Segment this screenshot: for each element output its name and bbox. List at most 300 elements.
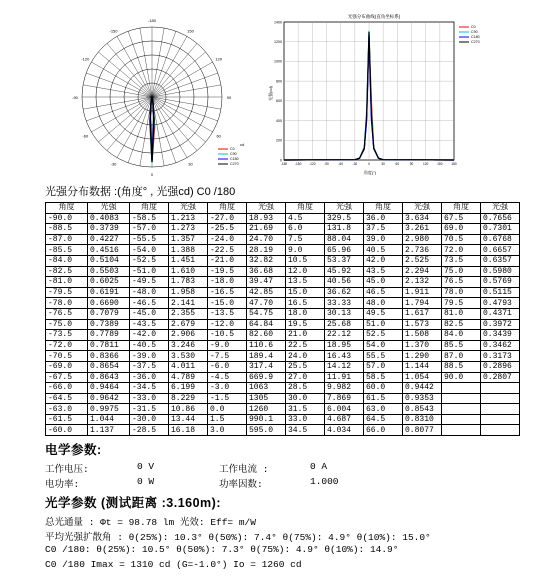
table-cell: -22.5 — [208, 245, 247, 256]
table-cell: 69.0 — [442, 224, 481, 235]
table-cell: 1.137 — [88, 425, 130, 436]
table-cell: 1.573 — [403, 319, 442, 330]
table-cell — [442, 414, 481, 425]
table-cell: -82.5 — [46, 266, 88, 277]
table-cell: 10.86 — [169, 404, 208, 415]
table-cell: 57.0 — [364, 361, 403, 372]
table-cell — [442, 404, 481, 415]
table-cell: 0.5769 — [481, 277, 520, 288]
power-factor-value: 1.000 — [310, 476, 339, 487]
table-cell: 0.6025 — [88, 277, 130, 288]
table-cell: 0.3439 — [481, 330, 520, 341]
table-cell: 64.5 — [364, 414, 403, 425]
table-cell: -66.0 — [46, 383, 88, 394]
x-tick-label: 0 — [368, 162, 370, 166]
table-header-cell: 角度 — [46, 203, 88, 214]
table-cell: -7.5 — [208, 351, 247, 362]
table-row — [46, 266, 520, 277]
polar-legend-title: cd — [240, 142, 245, 147]
y-axis-label: 光强(cd) — [268, 86, 273, 101]
table-cell: 55.5 — [364, 351, 403, 362]
table-cell: -52.5 — [130, 255, 169, 266]
legend-label: C90 — [471, 30, 478, 34]
table-cell: 54.0 — [364, 340, 403, 351]
legend-label: C0 — [471, 25, 476, 29]
polar-legend-label: C0 — [230, 147, 235, 151]
table-row — [46, 298, 520, 309]
table-cell: -54.0 — [130, 245, 169, 256]
table-cell: 0.4083 — [88, 213, 130, 224]
polar-legend-label: C90 — [230, 152, 237, 156]
table-cell: 1.783 — [169, 277, 208, 288]
table-header-cell: 光强 — [247, 203, 286, 214]
table-cell: -57.0 — [130, 224, 169, 235]
table-header-cell: 光强 — [481, 203, 520, 214]
table-row — [46, 319, 520, 330]
table-cell: 0.7656 — [481, 213, 520, 224]
table-cell: 0.6768 — [481, 234, 520, 245]
table-cell: 2.736 — [403, 245, 442, 256]
y-tick-label: 1200 — [274, 40, 282, 45]
table-row — [46, 245, 520, 256]
table-cell — [481, 393, 520, 404]
table-cell: 1.054 — [403, 372, 442, 383]
table-row — [46, 414, 520, 425]
table-cell: 27.0 — [286, 372, 325, 383]
table-cell: 36.68 — [247, 266, 286, 277]
table-row — [46, 361, 520, 372]
table-cell: 43.5 — [364, 266, 403, 277]
table-cell: -63.0 — [46, 404, 88, 415]
table-cell: -45.0 — [130, 308, 169, 319]
table-cell: -19.5 — [208, 266, 247, 277]
table-cell: 4.034 — [325, 425, 364, 436]
table-cell: 0.6690 — [88, 298, 130, 309]
x-tick-label: -60 — [338, 162, 343, 166]
table-cell: 25.5 — [286, 361, 325, 372]
table-cell: 31.5 — [286, 404, 325, 415]
electrical-title: 电学参数: — [45, 443, 102, 457]
table-cell: -36.0 — [130, 372, 169, 383]
table-header-row — [46, 203, 520, 214]
table-row — [46, 393, 520, 404]
current-label: 工作电流 : — [219, 464, 269, 475]
table-cell: -9.0 — [208, 340, 247, 351]
table-cell: 595.0 — [247, 425, 286, 436]
table-header-cell: 光强 — [169, 203, 208, 214]
table-cell: -4.5 — [208, 372, 247, 383]
table-cell: 58.5 — [364, 372, 403, 383]
table-cell: 51.0 — [364, 319, 403, 330]
table-cell: 0.9975 — [88, 404, 130, 415]
table-cell: 18.95 — [325, 340, 364, 351]
table-cell: 2.679 — [169, 319, 208, 330]
table-cell: 79.5 — [442, 298, 481, 309]
table-cell: -72.0 — [46, 340, 88, 351]
table-cell: -84.0 — [46, 255, 88, 266]
y-tick-labels — [274, 20, 282, 162]
table-cell: 46.5 — [364, 287, 403, 298]
table-cell: -87.0 — [46, 234, 88, 245]
table-cell — [481, 383, 520, 394]
polar-legend-label: C180 — [230, 157, 239, 161]
table-cell: -21.0 — [208, 255, 247, 266]
table-cell: 1.958 — [169, 287, 208, 298]
table-cell: 1.044 — [88, 414, 130, 425]
table-cell: 70.5 — [442, 234, 481, 245]
x-tick-label: 120 — [423, 162, 429, 166]
table-row — [46, 372, 520, 383]
table-cell: 37.5 — [364, 224, 403, 235]
table-cell: 14.12 — [325, 361, 364, 372]
table-cell: 0.0 — [208, 404, 247, 415]
flux-line: 总光通量 : Φt = 98.78 lm 光效: Eff= m/W — [45, 517, 256, 528]
table-cell: 47.70 — [247, 298, 286, 309]
table-cell: 1063 — [247, 383, 286, 394]
table-cell: 0.9642 — [88, 393, 130, 404]
table-cell: -73.5 — [46, 330, 88, 341]
table-row — [46, 351, 520, 362]
table-cell: 0.2807 — [481, 372, 520, 383]
table-cell — [481, 425, 520, 436]
y-tick-label: 200 — [276, 138, 282, 143]
table-cell: 2.132 — [403, 277, 442, 288]
table-cell: 4.687 — [325, 414, 364, 425]
table-cell: -40.5 — [130, 340, 169, 351]
table-cell: 73.5 — [442, 255, 481, 266]
table-cell: 78.0 — [442, 287, 481, 298]
table-cell: -69.0 — [46, 361, 88, 372]
table-cell: 0.3972 — [481, 319, 520, 330]
table-cell: 25.68 — [325, 319, 364, 330]
table-header-cell: 角度 — [442, 203, 481, 214]
table-cell: 36.0 — [364, 213, 403, 224]
table-cell: 18.93 — [247, 213, 286, 224]
table-cell: 3.246 — [169, 340, 208, 351]
distribution-title: 光强分布数据 :(角度° , 光强cd) C0 /180 — [45, 186, 236, 198]
table-cell: 22.12 — [325, 330, 364, 341]
table-cell: 8.229 — [169, 393, 208, 404]
table-cell: -75.0 — [46, 319, 88, 330]
x-tick-labels — [281, 162, 457, 166]
polar-angle-label: -30 — [110, 161, 117, 167]
polar-angle-label: 90 — [226, 95, 232, 100]
table-cell: 16.43 — [325, 351, 364, 362]
table-cell: -3.0 — [208, 383, 247, 394]
table-cell: 9.982 — [325, 383, 364, 394]
table-cell: -28.5 — [130, 425, 169, 436]
table-row — [46, 308, 520, 319]
table-cell: -30.0 — [130, 414, 169, 425]
table-cell: 90.0 — [442, 372, 481, 383]
table-cell: 42.85 — [247, 287, 286, 298]
x-tick-label: -150 — [294, 162, 302, 166]
table-cell: 1.617 — [403, 308, 442, 319]
table-cell: -70.5 — [46, 351, 88, 362]
voltage-label: 工作电压: — [45, 464, 89, 475]
table-cell: 2.525 — [403, 255, 442, 266]
y-tick-label: 600 — [276, 99, 282, 104]
table-cell: -61.5 — [46, 414, 88, 425]
table-cell: 32.82 — [247, 255, 286, 266]
table-cell: 45.92 — [325, 266, 364, 277]
polar-angle-label: 0 — [150, 172, 154, 177]
table-cell: 1.213 — [169, 213, 208, 224]
current-value: 0 A — [310, 461, 328, 472]
table-cell: 1.451 — [169, 255, 208, 266]
table-cell — [442, 383, 481, 394]
table-cell: -31.5 — [130, 404, 169, 415]
table-row — [46, 425, 520, 436]
table-cell: 24.0 — [286, 351, 325, 362]
polar-angle-label: 60 — [216, 133, 221, 139]
polar-angle-label: -180 — [147, 18, 157, 23]
table-cell: -33.0 — [130, 393, 169, 404]
table-cell: -78.0 — [46, 298, 88, 309]
table-cell: 18.0 — [286, 308, 325, 319]
polar-angle-label: 30 — [188, 161, 193, 167]
table-row — [46, 224, 520, 235]
table-cell: 189.4 — [247, 351, 286, 362]
table-cell: -34.5 — [130, 383, 169, 394]
table-cell: -90.0 — [46, 213, 88, 224]
imax-line: C0 /180 Imax = 1310 cd (G=-1.0°) Io = 1260 cd — [45, 559, 302, 570]
table-cell: 0.7389 — [88, 319, 130, 330]
table-cell: 36.62 — [325, 287, 364, 298]
x-tick-label: 30 — [381, 162, 385, 166]
table-cell: 6.199 — [169, 383, 208, 394]
table-cell: 0.5115 — [481, 287, 520, 298]
table-cell: 0.8077 — [403, 425, 442, 436]
table-cell: 2.141 — [169, 298, 208, 309]
table-cell: 1.794 — [403, 298, 442, 309]
table-cell: 1.508 — [403, 330, 442, 341]
x-tick-label: 60 — [395, 162, 400, 166]
table-cell: 0.7301 — [481, 224, 520, 235]
table-header-cell: 光强 — [88, 203, 130, 214]
table-cell: 1.388 — [169, 245, 208, 256]
table-cell: 0.8643 — [88, 372, 130, 383]
x-axis-label: 角度(°) — [363, 170, 377, 175]
table-cell: -27.0 — [208, 213, 247, 224]
table-cell: 24.70 — [247, 234, 286, 245]
x-tick-label: -120 — [309, 162, 316, 166]
table-cell: -15.0 — [208, 298, 247, 309]
table-cell: 0.5104 — [88, 255, 130, 266]
y-tick-label: 0 — [280, 158, 282, 163]
table-cell: 0.6357 — [481, 255, 520, 266]
table-cell: 39.47 — [247, 277, 286, 288]
table-cell: 75.0 — [442, 266, 481, 277]
table-cell: -43.5 — [130, 319, 169, 330]
table-cell: 22.5 — [286, 340, 325, 351]
distribution-table — [45, 202, 520, 436]
table-cell: 0.3173 — [481, 351, 520, 362]
table-cell: 15.0 — [286, 287, 325, 298]
table-cell: 4.011 — [169, 361, 208, 372]
legend-label: C270 — [471, 40, 480, 44]
table-cell: 13.5 — [286, 277, 325, 288]
table-cell: -76.5 — [46, 308, 88, 319]
table-cell: -10.5 — [208, 330, 247, 341]
table-cell: 1.370 — [403, 340, 442, 351]
x-tick-label: 90 — [409, 162, 414, 166]
table-cell: 16.5 — [286, 298, 325, 309]
table-cell: -13.5 — [208, 308, 247, 319]
polar-angle-label: -120 — [81, 56, 90, 62]
x-tick-label: -180 — [280, 162, 288, 166]
polar-angle-label: -60 — [82, 133, 89, 139]
table-cell: 40.5 — [364, 245, 403, 256]
table-cell: 0.6191 — [88, 287, 130, 298]
table-cell: -39.0 — [130, 351, 169, 362]
table-cell: 2.294 — [403, 266, 442, 277]
table-cell: 131.8 — [325, 224, 364, 235]
table-cell: -55.5 — [130, 234, 169, 245]
table-cell: 13.44 — [169, 414, 208, 425]
table-cell: -1.5 — [208, 393, 247, 404]
x-tick-label: -30 — [352, 162, 358, 166]
table-row — [46, 277, 520, 288]
table-cell: 0.6657 — [481, 245, 520, 256]
table-cell: 7.869 — [325, 393, 364, 404]
table-cell: 0.4793 — [481, 298, 520, 309]
table-cell: 28.19 — [247, 245, 286, 256]
table-cell: 0.7079 — [88, 308, 130, 319]
table-cell: 9.0 — [286, 245, 325, 256]
table-cell: 21.0 — [286, 330, 325, 341]
table-cell: 0.9464 — [88, 383, 130, 394]
table-cell: 0.7811 — [88, 340, 130, 351]
table-cell: -81.0 — [46, 277, 88, 288]
c0-beam-line: C0 /180: θ(25%): 10.5° θ(50%): 7.3° θ(75%): 4.9° θ(10%): 14.9° — [45, 544, 399, 555]
table-cell: 64.84 — [247, 319, 286, 330]
table-cell: 12.0 — [286, 266, 325, 277]
table-cell: 81.0 — [442, 308, 481, 319]
power-label: 电功率: — [45, 479, 80, 490]
table-header-cell: 角度 — [286, 203, 325, 214]
table-header-cell: 角度 — [130, 203, 169, 214]
table-cell: -88.5 — [46, 224, 88, 235]
table-cell: 329.5 — [325, 213, 364, 224]
table-cell: 72.0 — [442, 245, 481, 256]
table-cell: 0.3739 — [88, 224, 130, 235]
table-cell: 1.144 — [403, 361, 442, 372]
table-cell: 84.0 — [442, 330, 481, 341]
x-tick-label: 180 — [451, 162, 457, 166]
table-cell: 21.69 — [247, 224, 286, 235]
table-cell: 39.0 — [364, 234, 403, 245]
table-cell: -46.5 — [130, 298, 169, 309]
table-cell: 33.33 — [325, 298, 364, 309]
table-cell: 6.0 — [286, 224, 325, 235]
y-tick-label: 1400 — [274, 20, 282, 25]
table-cell: 82.5 — [442, 319, 481, 330]
table-cell: -85.5 — [46, 245, 88, 256]
polar-intensity-chart — [52, 10, 262, 185]
table-cell: -64.5 — [46, 393, 88, 404]
table-cell: -24.0 — [208, 234, 247, 245]
table-cell: 28.5 — [286, 383, 325, 394]
table-cell: -48.0 — [130, 287, 169, 298]
table-cell: 48.0 — [364, 298, 403, 309]
table-cell: -6.0 — [208, 361, 247, 372]
table-cell: 2.906 — [169, 330, 208, 341]
table-cell: 52.5 — [364, 330, 403, 341]
table-cell: 67.5 — [442, 213, 481, 224]
table-cell: 1.290 — [403, 351, 442, 362]
table-cell: -16.5 — [208, 287, 247, 298]
table-cell: 1.273 — [169, 224, 208, 235]
table-cell: 3.634 — [403, 213, 442, 224]
table-cell: 1.911 — [403, 287, 442, 298]
table-cell: 3.530 — [169, 351, 208, 362]
table-row — [46, 287, 520, 298]
chart-title: 光强分布曲线(直角坐标系) — [347, 14, 401, 19]
polar-angle-label: 150 — [187, 28, 194, 34]
table-cell: 0.4516 — [88, 245, 130, 256]
table-cell: 6.004 — [325, 404, 364, 415]
table-cell — [481, 414, 520, 425]
voltage-value: 0 V — [137, 461, 155, 472]
table-cell: 2.355 — [169, 308, 208, 319]
table-cell: 1260 — [247, 404, 286, 415]
table-row — [46, 234, 520, 245]
table-cell: 1.5 — [208, 414, 247, 425]
table-cell: -37.5 — [130, 361, 169, 372]
table-row — [46, 404, 520, 415]
table-cell: 0.8366 — [88, 351, 130, 362]
power-factor-label: 功率因数: — [219, 479, 263, 490]
table-cell: 0.9442 — [403, 383, 442, 394]
table-header-cell: 角度 — [208, 203, 247, 214]
table-cell — [481, 404, 520, 415]
table-cell: 88.5 — [442, 361, 481, 372]
y-tick-label: 1000 — [274, 59, 282, 64]
table-cell: 0.5980 — [481, 266, 520, 277]
table-cell: 1305 — [247, 393, 286, 404]
table-cell: 65.96 — [325, 245, 364, 256]
table-cell: 4.5 — [286, 213, 325, 224]
table-cell: 40.56 — [325, 277, 364, 288]
table-cell: 85.5 — [442, 340, 481, 351]
table-cell: 53.37 — [325, 255, 364, 266]
table-row — [46, 213, 520, 224]
table-cell: -25.5 — [208, 224, 247, 235]
table-cell: 34.5 — [286, 425, 325, 436]
x-tick-label: 150 — [437, 162, 443, 166]
polar-legend-label: C270 — [230, 162, 239, 166]
table-cell: 82.60 — [247, 330, 286, 341]
table-cell: -60.0 — [46, 425, 88, 436]
power-value: 0 W — [137, 476, 155, 487]
table-cell: 2.980 — [403, 234, 442, 245]
table-cell: 45.0 — [364, 277, 403, 288]
table-row — [46, 340, 520, 351]
table-cell — [442, 425, 481, 436]
polar-curves — [150, 97, 155, 163]
y-tick-label: 800 — [276, 79, 282, 84]
polar-angle-label: -150 — [109, 28, 118, 34]
table-cell: 0.9353 — [403, 393, 442, 404]
table-cell: 0.3462 — [481, 340, 520, 351]
polar-angle-label: 120 — [215, 56, 223, 62]
table-cell: 0.4371 — [481, 308, 520, 319]
table-cell: 60.0 — [364, 383, 403, 394]
table-row — [46, 383, 520, 394]
table-cell: 3.0 — [208, 425, 247, 436]
table-cell: 0.5503 — [88, 266, 130, 277]
